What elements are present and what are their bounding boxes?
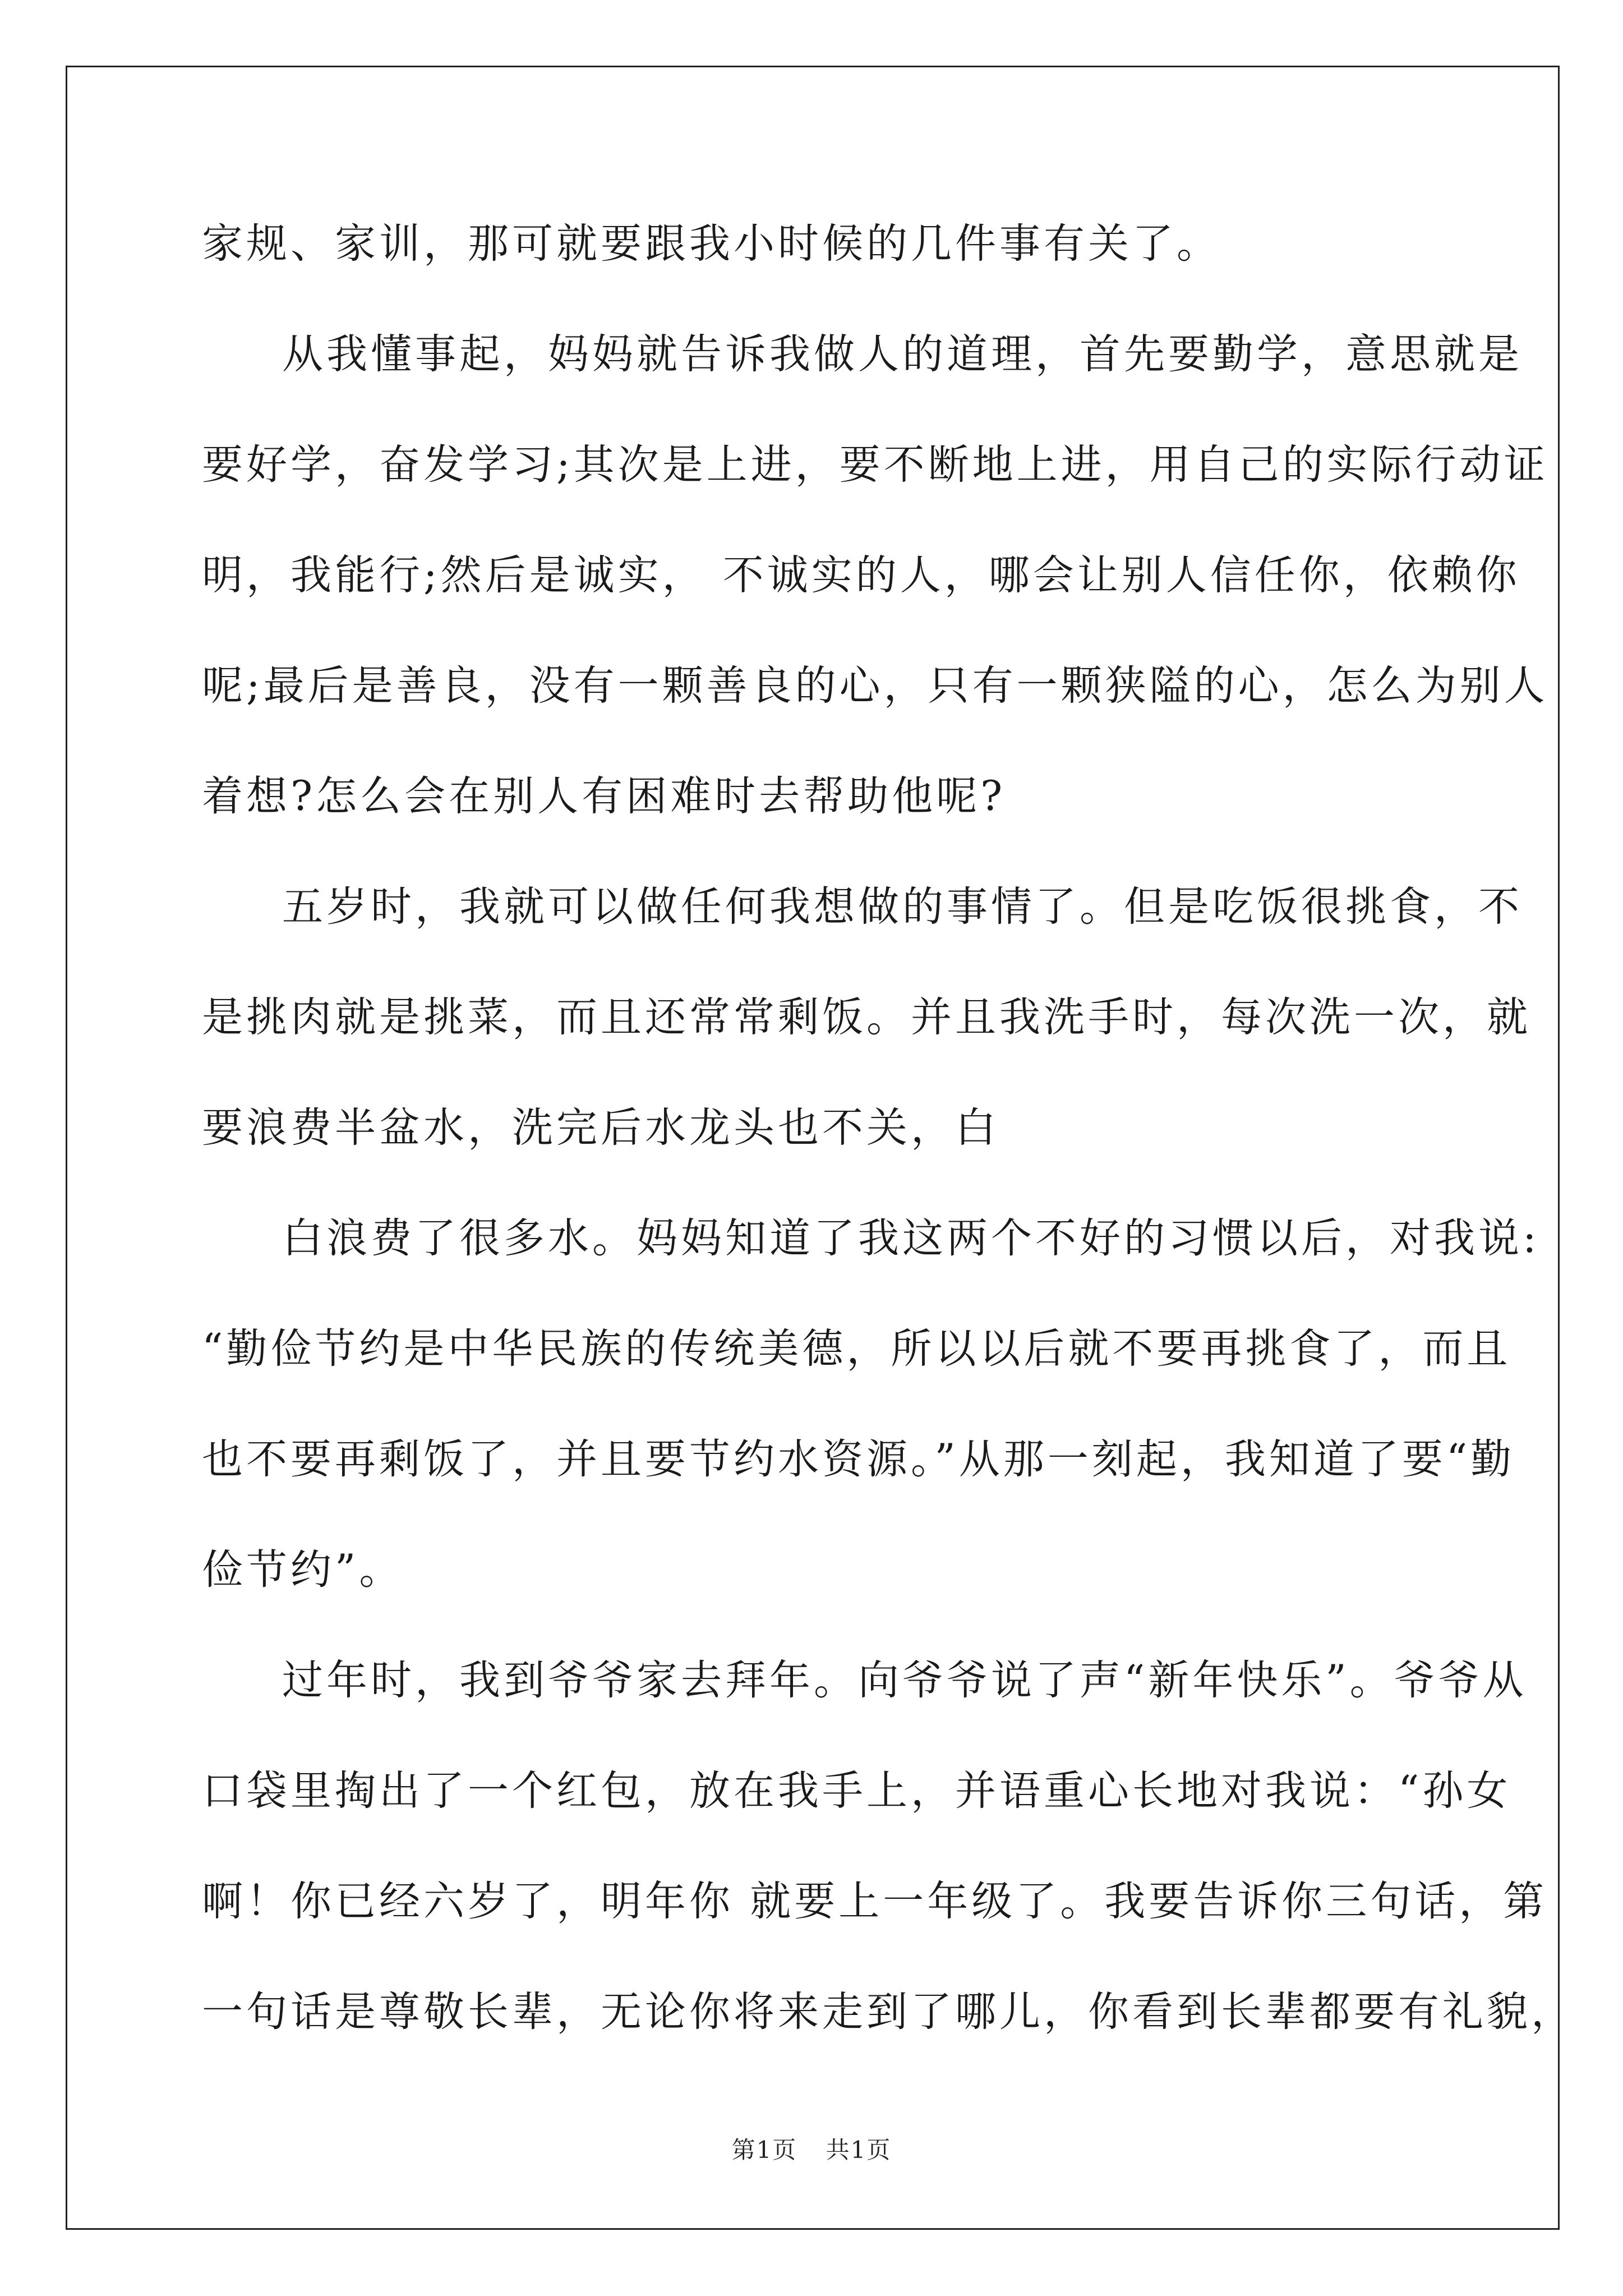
text-line: 是挑肉就是挑菜，而且还常常剩饭。并且我洗手时，每次洗一次，就	[202, 993, 1531, 1041]
text-line: 要好学，奋发学习;其次是上进，要不断地上进，用自己的实际行动证	[202, 441, 1548, 489]
text-line: 着想?怎么会在别人有困难时去帮助他呢?	[202, 772, 1006, 820]
text-line: 家规、家训，那可就要跟我小时候的几件事有关了。	[202, 220, 1221, 268]
text-line: 从我懂事起，妈妈就告诉我做人的道理，首先要勤学，意思就是	[282, 330, 1523, 378]
page-footer	[0, 2132, 1623, 2165]
text-line: 呢;最后是善良，没有一颗善良的心，只有一颗狭隘的心，怎么为别人	[202, 662, 1548, 710]
text-line: 啊！你已经六岁了，明年你 就要上一年级了。我要告诉你三句话，第	[202, 1878, 1548, 1925]
text-line: 白浪费了很多水。妈妈知道了我这两个不好的习惯以后，对我说:	[282, 1214, 1540, 1262]
page-number-total: 共1页	[826, 2136, 892, 2164]
text-line: 一句话是尊敬长辈，无论你将来走到了哪儿，你看到长辈都要有礼貌，	[202, 1988, 1575, 2036]
page-number-current: 第1页	[731, 2136, 797, 2164]
text-line: 俭节约”。	[202, 1546, 404, 1594]
text-line: 过年时，我到爷爷家去拜年。向爷爷说了声“新年快乐”。爷爷从	[282, 1657, 1527, 1704]
text-line: 明，我能行;然后是诚实， 不诚实的人，哪会让别人信任你，依赖你	[202, 551, 1520, 599]
document-body	[202, 210, 1575, 2089]
text-line: 口袋里掏出了一个红包，放在我手上，并语重心长地对我说：“孙女	[202, 1767, 1511, 1815]
text-line: 要浪费半盆水，洗完后水龙头也不关，白	[202, 1104, 999, 1152]
text-line: 也不要再剩饭了，并且要节约水资源。”从那一刻起，我知道了要“勤	[202, 1435, 1515, 1483]
text-line: 五岁时，我就可以做任何我想做的事情了。但是吃饭很挑食，不	[282, 883, 1523, 931]
text-line: “勤俭节约是中华民族的传统美德，所以以后就不要再挑食了，而且	[202, 1325, 1511, 1373]
